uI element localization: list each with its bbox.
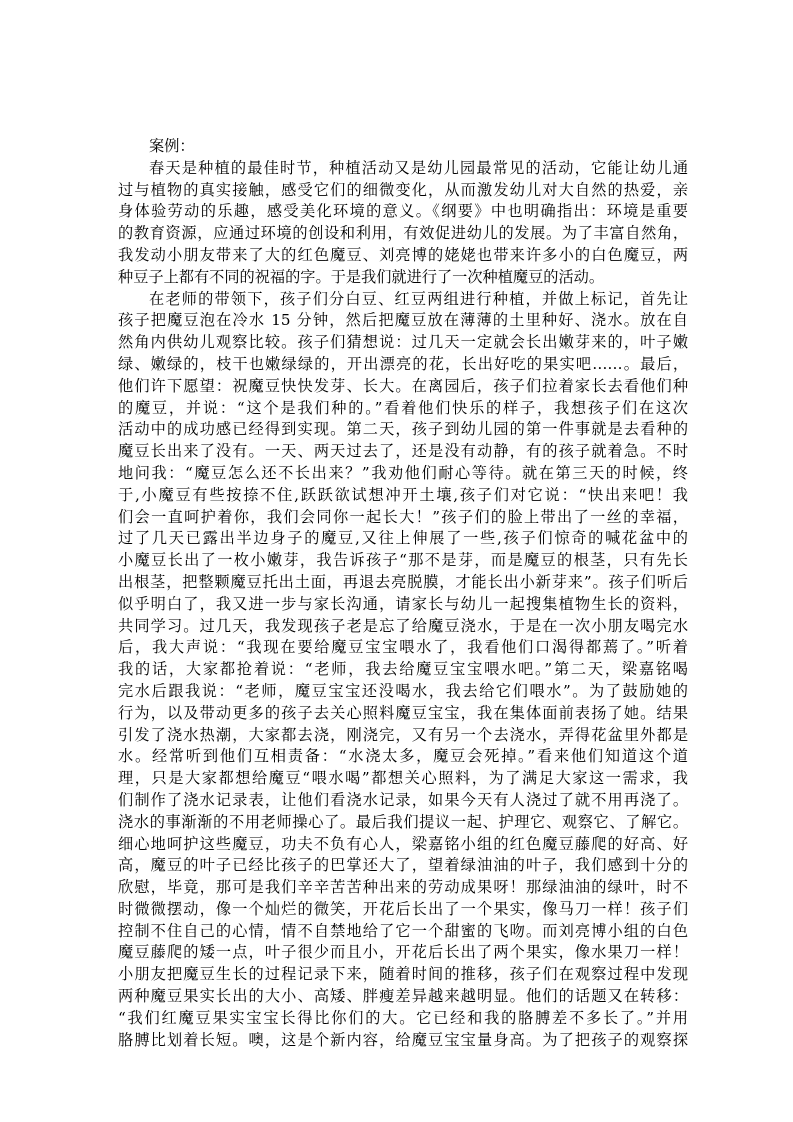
text-line: 小魔豆长出了一枚小嫩芽，我告诉孩子“那不是芽，而是魔豆的根茎，只有先长 [118,551,688,570]
text-line: 时微微摆动，像一个灿烂的微笑，开花后长出了一个果实，像马刀一样！孩子们 [118,899,688,918]
text-line: 的魔豆，并说：“这个是我们种的。”看着他们快乐的样子，我想孩子们在这次 [118,398,688,417]
text-line: 绿、嫩绿的，枝干也嫩绿绿的，开出漂亮的花，长出好吃的果实吧……。最后， [118,354,688,373]
text-line: 两种魔豆果实长出的大小、高矮、胖瘦差异越来越明显。他们的话题又在转移： [118,987,688,1006]
text-line: 孩子把魔豆泡在冷水 15 分钟，然后把魔豆放在薄薄的土里种好、浇水。放在自 [118,311,688,330]
text-line: 细心地呵护这些魔豆，功夫不负有心人，梁嘉铭小组的红色魔豆藤爬的好高、好 [118,834,688,853]
text-line: 完水后跟我说：“老师，魔豆宝宝还没喝水，我去给它们喂水”。为了鼓励她的 [118,681,688,700]
text-line: 似乎明白了，我又进一步与家长沟通，请家长与幼儿一起搜集植物生长的资料， [118,594,688,613]
text-line: 行为，以及带动更多的孩子去关心照料魔豆宝宝，我在集体面前表扬了她。结果 [118,703,688,722]
text-line: “我们红魔豆果实宝宝长得比你们的大。它已经和我的胳膊差不多长了。”并用 [118,1008,688,1027]
text-line: 共同学习。过几天，我发现孩子老是忘了给魔豆浇水，于是在一次小朋友喝完水 [118,616,688,635]
text-line: 魔豆长出来了没有。一天、两天过去了，还是没有动静，有的孩子就着急。不时 [118,442,688,461]
case-heading: 案例： [149,137,195,155]
text-line: 欣慰，毕竟，那可是我们辛辛苦苦种出来的劳动成果呀！那绿油油的绿叶，时不 [118,878,688,897]
text-line: 然角内供幼儿观察比较。孩子们猜想说：过几天一定就会长出嫩芽来的，叶子嫩 [118,333,688,352]
text-line: 浇水的事渐渐的不用老师操心了。最后我们提议一起、护理它、观察它、了解它。 [118,812,688,831]
text-line: 我的话，大家都抢着说：“老师，我去给魔豆宝宝喂水吧。”第二天，梁嘉铭喝 [118,660,688,679]
text-line: 活动中的成功感已经得到实现。第二天，孩子到幼儿园的第一件事就是去看种的 [118,420,688,439]
text-line: 在老师的带领下，孩子们分白豆、红豆两组进行种植，并做上标记，首先让 [149,289,688,308]
text-line: 过与植物的真实接触，感受它们的细微变化，从而激发幼儿对大自然的热爱，亲 [118,180,688,199]
text-line: 后，我大声说：“我现在要给魔豆宝宝喂水了，我看他们口渴得都蔫了。”听着 [118,638,688,657]
text-line: 水。经常听到他们互相责备：“水浇太多，魔豆会死掉。”看来他们知道这个道 [118,747,688,766]
text-line: 引发了浇水热潮，大家都去浇，刚浇完，又有另一个去浇水，弄得花盆里外都是 [118,725,688,744]
text-line: 于,小魔豆有些按捺不住,跃跃欲试想冲开土壤,孩子们对它说：“快出来吧！我 [118,485,688,504]
text-line: 的教育资源，应通过环境的创设和利用，有效促进幼儿的发展。为了丰富自然角， [118,224,688,243]
text-line: 高，魔豆的叶子已经比孩子的巴掌还大了，望着绿油油的叶子，我们感到十分的 [118,856,688,875]
text-line: 过了几天已露出半边身子的魔豆,又往上伸展了一些,孩子们惊奇的喊花盆中的 [118,529,688,548]
text-line: 春天是种植的最佳时节，种植活动又是幼儿园最常见的活动，它能让幼儿通 [149,158,688,177]
text-line: 他们许下愿望：祝魔豆快快发芽、长大。在离园后，孩子们拉着家长去看他们种 [118,376,688,395]
text-line: 种豆子上都有不同的祝福的字。于是我们就进行了一次种植魔豆的活动。 [118,267,604,286]
text-line: 控制不住自己的心情，情不自禁地给了它一个甜蜜的飞吻。而刘亮博小组的白色 [118,921,688,940]
text-line: 我发动小朋友带来了大的红色魔豆、刘亮博的姥姥也带来许多小的白色魔豆，两 [118,245,688,264]
text-line: 理，只是大家都想给魔豆“喂水喝”都想关心照料，为了满足大家这一需求，我 [118,769,688,788]
text-line: 地问我：“魔豆怎么还不长出来？”我劝他们耐心等待。就在第三天的时候，终 [118,463,688,482]
text-line: 们会一直呵护着你，我们会同你一起长大！”孩子们的脸上带出了一丝的幸福， [118,507,688,526]
text-line: 身体验劳动的乐趣，感受美化环境的意义。《纲要》中也明确指出：环境是重要 [118,202,688,221]
document-body [118,136,688,1051]
text-line: 出根茎，把整颗魔豆托出土面，再退去亮脱膜，才能长出小新芽来”。孩子们听后 [118,572,688,591]
text-line: 魔豆藤爬的矮一点，叶子很少而且小，开花后长出了两个果实，像水果刀一样！ [118,943,688,962]
text-line: 胳膊比划着长短。噢，这是个新内容，给魔豆宝宝量身高。为了把孩子的观察探 [118,1030,688,1049]
text-line: 小朋友把魔豆生长的过程记录下来，随着时间的推移，孩子们在观察过程中发现 [118,965,688,984]
paragraph-lines [118,158,688,1052]
text-line: 们制作了浇水记录表，让他们看浇水记录，如果今天有人浇过了就不用再浇了。 [118,790,688,809]
